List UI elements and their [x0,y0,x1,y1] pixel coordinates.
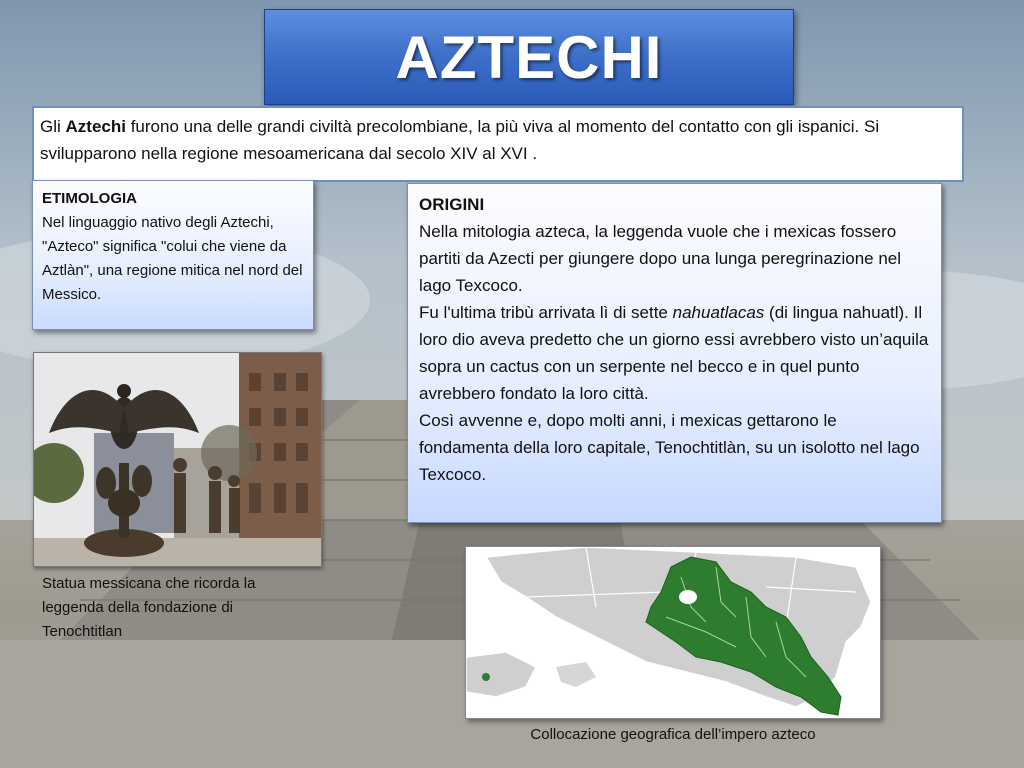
intro-box [32,106,964,182]
page-title: AZTECHI [395,23,663,91]
etimologia-text: Nel linguaggio nativo degli Aztechi, "Azteco" significa "colui che viene da Aztlàn", una regione mitica nel nord del Messico. [42,214,303,303]
origini-paragraph-1: Nella mitologia azteca, la leggenda vuole che i mexicas fossero partiti da Azecti per giungere dopo una lunga peregrinazione nel lago Texcoco. [419,222,902,295]
map-caption: Collocazione geografica dell’impero azteco [530,726,816,743]
origini-p2-start: Fu l'ultima tribù arrivata lì di sette [419,303,673,322]
origini-paragraph-2 [419,299,931,407]
origini-p2-italic: nahuatlacas [672,303,765,322]
statue-photo [33,352,322,567]
origini-heading: ORIGINI [419,195,485,214]
intro-prefix: Gli [40,117,66,136]
etimologia-heading: ETIMOLOGIA [42,190,137,207]
intro-text: furono una delle grandi civiltà precolombiane, la più viva al momento del contatto con gli ispanici. Si svilupparono nella regione mesoamericana dal secolo XIV al XVI . [40,117,880,163]
origini-paragraph-3: Così avvenne e, dopo molti anni, i mexicas gettarono le fondamenta della loro capitale, Tenochtitlàn, su un isolotto nel lago Texcoco. [419,411,920,484]
photo-caption: Statua messicana che ricorda la leggenda della fondazione di Tenochtitlan [42,575,256,640]
aztec-empire-map [465,546,881,719]
intro-bold: Aztechi [65,117,126,136]
origini-p2-end: (di lingua nahuatl). Il loro dio aveva predetto che un giorno essi avrebbero visto un’aquila sopra un cactus con un serpente nel becco e in quel punto avrebbero fondato la loro città. [419,303,929,403]
title-banner [264,9,794,105]
origini-box [407,183,942,523]
etimologia-box [32,180,314,330]
